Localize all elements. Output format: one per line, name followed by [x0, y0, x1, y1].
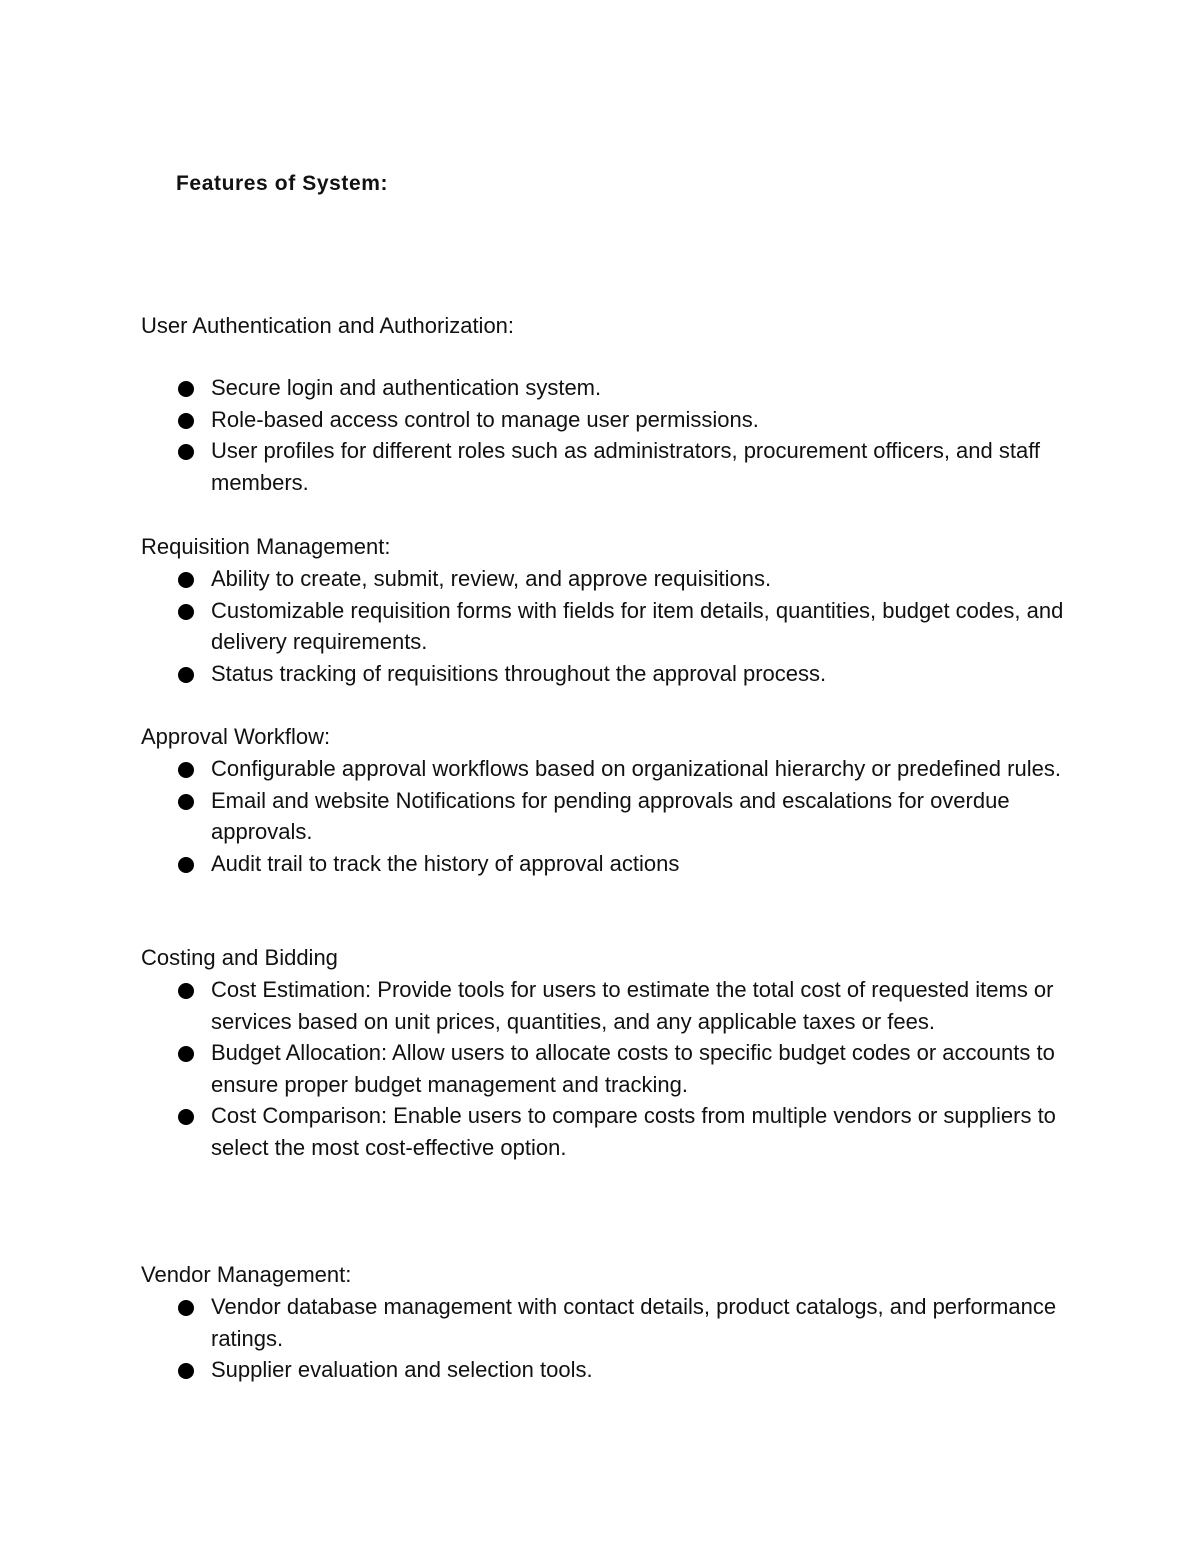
page-title: Features of System:: [176, 172, 389, 195]
bullet-icon: [178, 444, 194, 460]
list-item-text: Customizable requisition forms with fields for item details, quantities, budget codes, and delivery requirements.: [211, 597, 1064, 654]
list-item-text: User profiles for different roles such as administrators, procurement officers, and staff members.: [211, 438, 1041, 495]
bullet-icon: [178, 381, 194, 397]
list-item: [141, 404, 1081, 436]
bullet-icon: [178, 983, 194, 999]
list-item-text: Vendor database management with contact details, product catalogs, and performance ratings.: [211, 1294, 1057, 1351]
section-heading: User Authentication and Authorization:: [141, 313, 515, 338]
list-item-text: Audit trail to track the history of approval actions: [211, 850, 680, 876]
bullet-icon: [178, 1109, 194, 1125]
list-item-text: Supplier evaluation and selection tools.: [211, 1357, 593, 1382]
list-item-text: Status tracking of requisitions throughout the approval process.: [211, 660, 827, 686]
bullet-list: [141, 563, 1081, 689]
list-item-text: Role-based access control to manage user permissions.: [211, 406, 759, 432]
section-vendor-management: [141, 1259, 1081, 1386]
list-item-text: Email and website Notifications for pending approvals and escalations for overdue approvals.: [211, 787, 1010, 844]
list-item: [141, 1291, 1081, 1354]
section-costing-and-bidding: [141, 942, 1081, 1163]
list-item-text: Cost Comparison: Enable users to compare costs from multiple vendors or suppliers to select the most cost-effective option.: [211, 1103, 1056, 1160]
bullet-list: [141, 753, 1081, 879]
list-item-text: Cost Estimation: Provide tools for users to estimate the total cost of requested items or services based on unit prices, quantities, and any applicable taxes or fees.: [211, 977, 1054, 1034]
bullet-icon: [178, 794, 194, 810]
list-item-text: Ability to create, submit, review, and approve requisitions.: [211, 566, 772, 591]
list-item: [141, 435, 1081, 498]
list-item-text: Secure login and authentication system.: [211, 375, 602, 400]
list-item: [141, 563, 1081, 595]
list-item: [141, 974, 1081, 1037]
section-heading: Approval Workflow:: [141, 724, 331, 749]
section-user-authentication: [141, 310, 1081, 498]
bullet-list: [141, 1291, 1081, 1386]
bullet-list: [141, 974, 1081, 1163]
list-item-text: Configurable approval workflows based on organizational hierarchy or predefined rules.: [211, 756, 1061, 781]
section-heading: Costing and Bidding: [141, 945, 338, 970]
list-item: [141, 372, 1081, 404]
bullet-icon: [178, 604, 194, 620]
list-item: [141, 753, 1081, 785]
section-approval-workflow: [141, 721, 1081, 879]
list-item: [141, 658, 1081, 690]
list-item: [141, 848, 1081, 880]
bullet-icon: [178, 762, 194, 778]
section-requisition-management: [141, 531, 1081, 689]
list-item: [141, 1037, 1081, 1100]
bullet-icon: [178, 1363, 194, 1379]
bullet-list: [141, 372, 1081, 498]
bullet-icon: [178, 857, 194, 873]
section-heading: Requisition Management:: [141, 534, 391, 559]
bullet-icon: [178, 667, 194, 683]
list-item: [141, 785, 1081, 848]
list-item-text: Budget Allocation: Allow users to allocate costs to specific budget codes or accounts to ensure proper budget management and tracking.: [211, 1040, 1055, 1097]
list-item: [141, 1100, 1081, 1163]
bullet-icon: [178, 1046, 194, 1062]
bullet-icon: [178, 413, 194, 429]
section-heading: Vendor Management:: [141, 1262, 352, 1287]
bullet-icon: [178, 1300, 194, 1316]
bullet-icon: [178, 572, 194, 588]
list-item: [141, 1354, 1081, 1386]
list-item: [141, 595, 1081, 658]
